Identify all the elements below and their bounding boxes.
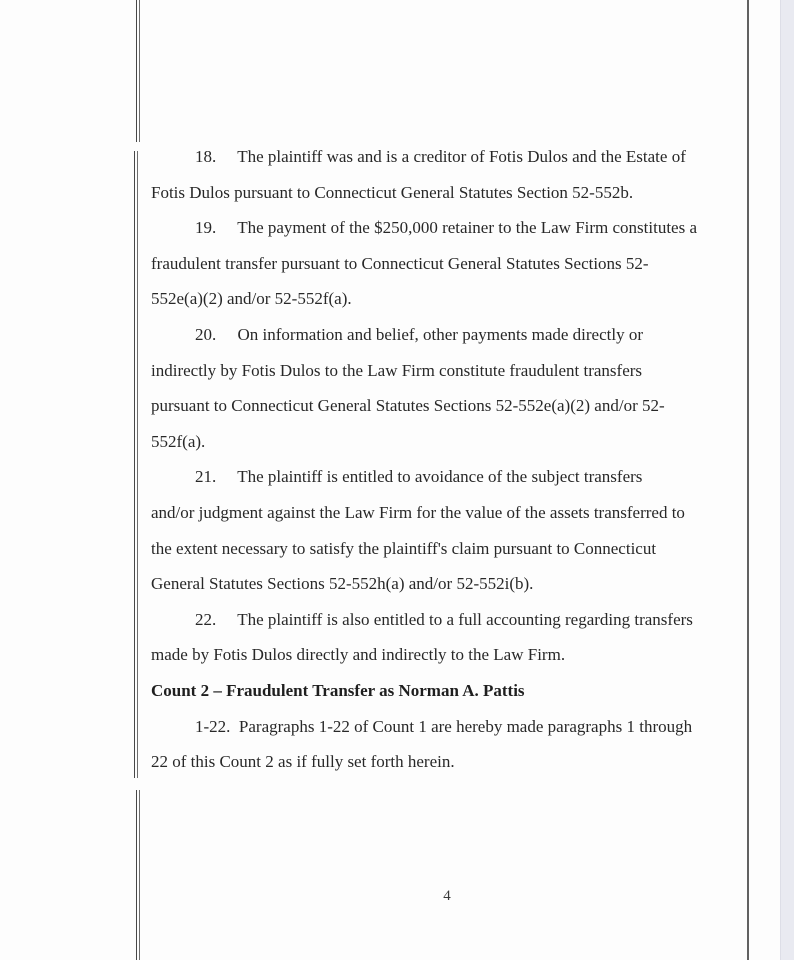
left-margin-rule-top xyxy=(136,0,140,142)
doc-line: made by Fotis Dulos directly and indirectly to the Law Firm. xyxy=(151,645,566,665)
doc-line-paragraph-18: 18. The plaintiff was and is a creditor of Fotis Dulos and the Estate of xyxy=(195,147,686,166)
doc-line: pursuant to Connecticut General Statutes Sections 52-552e(a)(2) and/or 52- xyxy=(151,396,665,416)
doc-line-paragraph-22: 22. The plaintiff is also entitled to a full accounting regarding transfers xyxy=(195,609,693,629)
left-margin-rule-bottom xyxy=(136,790,140,960)
right-margin-rule xyxy=(747,0,749,960)
page-number: 4 xyxy=(443,888,451,904)
photo-edge-strip xyxy=(780,0,794,960)
doc-line-paragraph-1-22: 1-22. Paragraphs 1-22 of Count 1 are hereby made paragraphs 1 through xyxy=(195,716,693,736)
doc-line: 22 of this Count 2 as if fully set forth herein. xyxy=(151,752,455,772)
doc-line: and/or judgment against the Law Firm for the value of the assets transferred to xyxy=(151,502,685,522)
body-text xyxy=(151,139,743,780)
doc-line: indirectly by Fotis Dulos to the Law Firm constitute fraudulent transfers xyxy=(151,360,643,380)
doc-line: the extent necessary to satisfy the plaintiff's claim pursuant to Connecticut xyxy=(151,538,657,558)
doc-line: 552e(a)(2) and/or 52-552f(a). xyxy=(151,289,352,309)
doc-line-paragraph-21: 21. The plaintiff is entitled to avoidance of the subject transfers xyxy=(195,467,643,487)
left-margin-rule-middle xyxy=(134,151,138,778)
doc-line: fraudulent transfer pursuant to Connecticut General Statutes Sections 52- xyxy=(151,253,649,273)
doc-line: Fotis Dulos pursuant to Connecticut General Statutes Section 52-552b. xyxy=(151,182,634,202)
count-2-heading: Count 2 – Fraudulent Transfer as Norman A. Pattis xyxy=(151,680,525,700)
doc-line: General Statutes Sections 52-552h(a) and/or 52-552i(b). xyxy=(151,574,534,594)
doc-line: 552f(a). xyxy=(151,431,206,451)
doc-line-paragraph-19: 19. The payment of the $250,000 retainer to the Law Firm constitutes a xyxy=(195,218,698,238)
doc-line-paragraph-20: 20. On information and belief, other payments made directly or xyxy=(195,324,644,344)
